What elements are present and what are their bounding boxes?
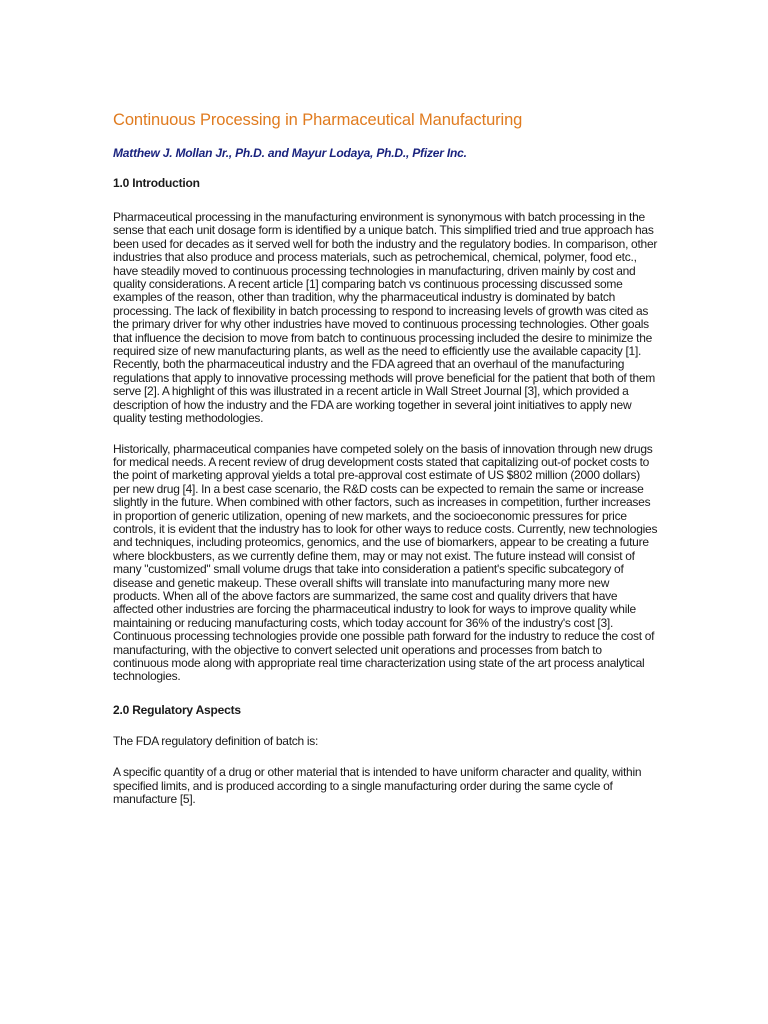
- paragraph-introduction-1: Pharmaceutical processing in the manufacturing environment is synonymous with batch processing in the sense that each unit dosage form is identified by a unique batch. This simplified tried and true approach has been used for decades as it served well for both the industry and the regulatory bodies. In comparison, other industries that also produce and process materials, such as petrochemical, chemical, polymer, food etc., have steadily moved to continuous processing technologies in manufacturing, driven mainly by cost and quality considerations. A recent article [1] comparing batch vs continuous processing discussed some examples of the reason, other than tradition, why the pharmaceutical industry is dominated by batch processing. The lack of flexibility in batch processing to respond to increasing levels of growth was cited as the primary driver for why other industries have moved to continuous processing technologies. Other goals that influence the decision to move from batch to continuous processing included the desire to minimize the required size of new manufacturing plants, as well as the need to efficiently use the available capacity [1]. Recently, both the pharmaceutical industry and the FDA agreed that an overhaul of the manufacturing regulations that apply to innovative processing methods will prove beneficial for the patient that both of them serve [2]. A highlight of this was illustrated in a recent article in Wall Street Journal [3], which provided a description of how the industry and the FDA are working together in several joint initiatives to apply new quality testing methodologies.: [113, 210, 658, 426]
- document-page: [113, 108, 658, 806]
- section-heading-regulatory-aspects: 2.0 Regulatory Aspects: [113, 702, 241, 717]
- paragraph-regulatory-1: The FDA regulatory definition of batch is:: [113, 733, 319, 748]
- section-heading-introduction: 1.0 Introduction: [113, 176, 200, 190]
- author-line: Matthew J. Mollan Jr., Ph.D. and Mayur Lodaya, Ph.D., Pfizer Inc.: [113, 146, 467, 160]
- paragraph-introduction-2: Historically, pharmaceutical companies have competed solely on the basis of innovation through new drugs for medical needs. A recent review of drug development costs stated that capitalizing out-of pocket costs to the point of marketing approval yields a total pre-approval cost estimate of US $802 million (2000 dollars) per new drug [4]. In a best case scenario, the R&D costs can be expected to remain the same or increase slightly in the future. When combined with other factors, such as increases in competition, further increases in proportion of generic utilization, opening of new markets, and the socioeconomic pressures for price controls, it is evident that the industry has to look for other ways to reduce costs. Currently, new technologies and techniques, including proteomics, genomics, and the use of biomarkers, appear to be creating a future where blockbusters, as we currently define them, may or may not exist. The future instead will consist of many "customized" small volume drugs that take into consideration a patient's specific subcategory of disease and genetic makeup. These overall shifts will translate into manufacturing many more new products. When all of the above factors are summarized, the same cost and quality drivers that have affected other industries are forcing the pharmaceutical industry to look for ways to improve quality while maintaining or reducing manufacturing costs, which today account for 36% of the industry's cost [3]. Continuous processing technologies provide one possible path forward for the industry to reduce the cost of manufacturing, with the objective to convert selected unit operations and processes from batch to continuous mode along with appropriate real time characterization using state of the art process analytical technologies.: [113, 441, 658, 684]
- paragraph-regulatory-2: A specific quantity of a drug or other material that is intended to have uniform character and quality, within specified limits, and is produced according to a single manufacturing order during the same cycle of manufacture [5].: [113, 765, 642, 807]
- document-title: Continuous Processing in Pharmaceutical Manufacturing: [113, 111, 523, 129]
